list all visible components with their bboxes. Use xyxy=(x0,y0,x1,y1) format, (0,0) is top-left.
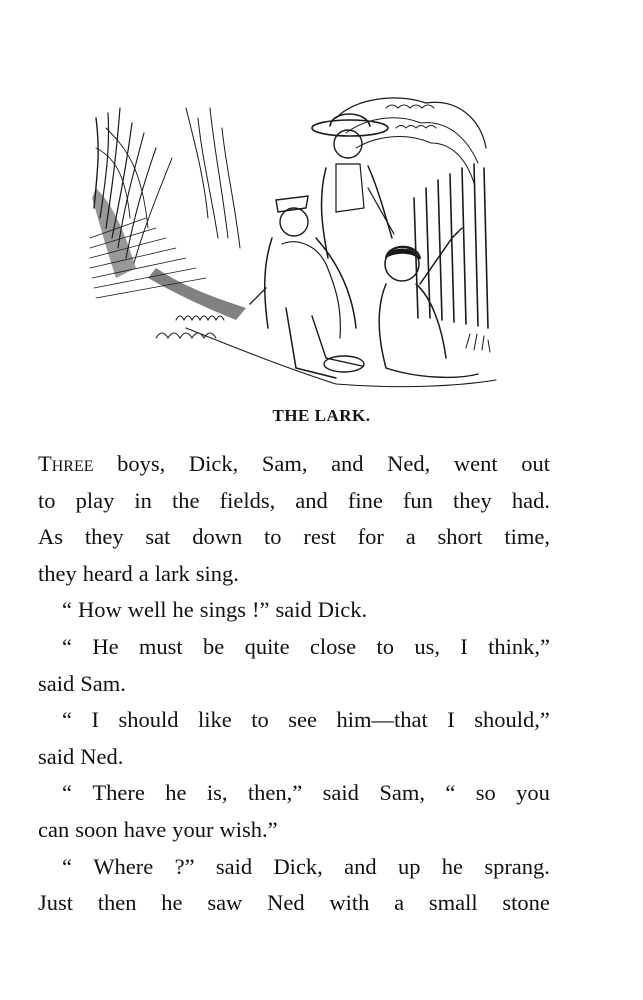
story-line: “ How well he sings !” said Dick. xyxy=(62,597,368,623)
story-line: they heard a lark sing. xyxy=(38,560,239,586)
story-line: “ There he is, then,” said Sam, “ so you xyxy=(62,780,550,806)
story-line: Three boys, Dick, Sam, and Ned, went out xyxy=(38,451,550,476)
story-line: can soon have your wish.” xyxy=(38,816,278,842)
story-line: “ He must be quite close to us, I think,” xyxy=(62,633,550,659)
story-line: “ Where ?” said Dick, and up he sprang. xyxy=(62,853,550,879)
engraving-three-boys-in-field-icon xyxy=(86,88,498,388)
story-line: “ I should like to see him—that I should,” xyxy=(62,707,550,733)
story-line: to play in the fields, and fine fun they had. xyxy=(38,487,550,513)
story-line: said Sam. xyxy=(38,670,126,696)
story-line: Just then he saw Ned with a small stone xyxy=(38,890,550,916)
story-body xyxy=(38,446,550,922)
story-line: said Ned. xyxy=(38,743,124,769)
story-line: As they sat down to rest for a short time, xyxy=(38,524,550,550)
story-title: THE LARK. xyxy=(272,406,371,425)
